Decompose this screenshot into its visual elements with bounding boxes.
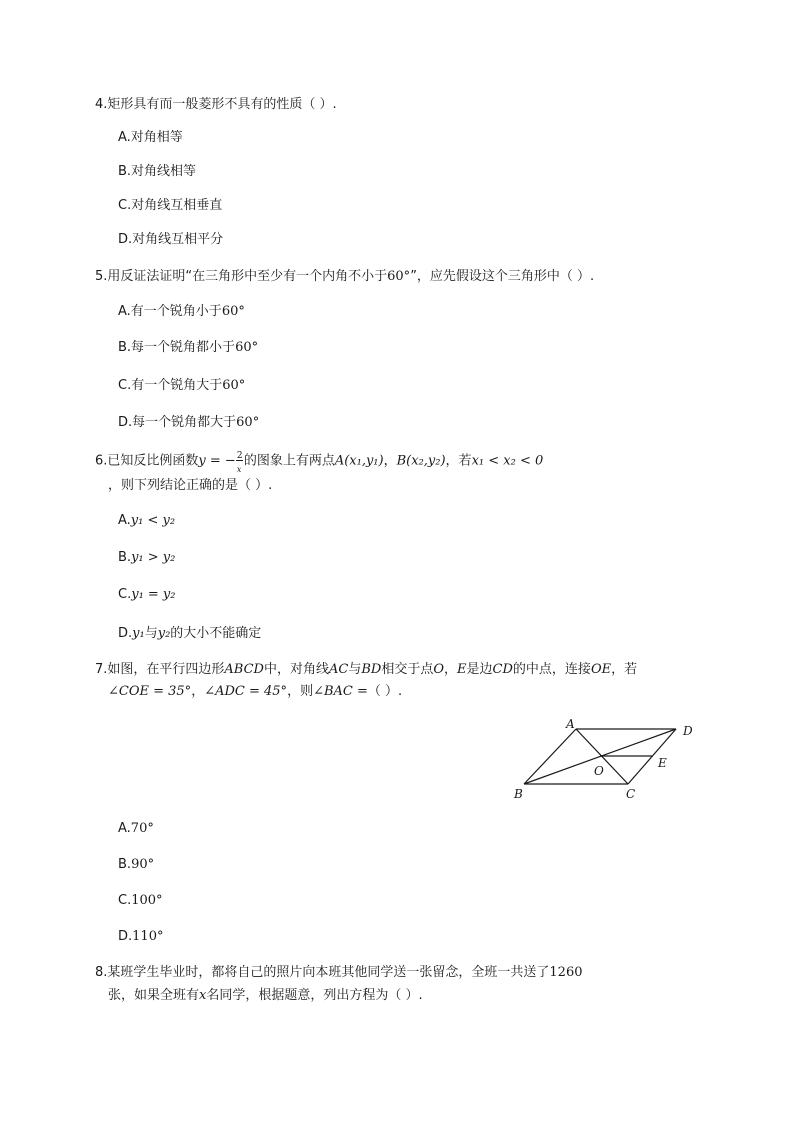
question-6-option-d [118, 625, 261, 643]
q6-condition: x₁ < x₂ < 0 [471, 453, 544, 469]
option-angle: 110° [132, 929, 164, 944]
question-7-stem-line2 [108, 683, 402, 701]
q6-function-lhs: y = − [198, 453, 236, 469]
q7-t2: 中，对角线 [263, 662, 329, 677]
q7-angle-adc: ∠ADC = 45° [204, 684, 288, 699]
option-label: B. [118, 857, 132, 872]
option-label: A. [118, 513, 131, 528]
question-8-stem-line1 [95, 964, 583, 982]
question-7-option-d [118, 928, 163, 946]
q7-angle-bac: ∠BAC = [313, 684, 368, 699]
option-expression-b: y₂ [157, 626, 171, 641]
option-angle: 60° [221, 304, 245, 319]
label-e: E [658, 756, 667, 770]
q7-t7: 的中点，连接 [512, 662, 591, 677]
q7-m4: O [433, 662, 445, 677]
option-angle: 60° [236, 415, 260, 430]
q8-text-b: 张，如果全班有 [108, 988, 200, 1003]
option-label: B. [118, 550, 132, 565]
option-text: B.每一个锐角都小于 [118, 340, 236, 355]
q7-m5: E [457, 662, 467, 677]
label-b: B [514, 787, 523, 801]
q7-t5: ， [444, 662, 458, 677]
question-6-stem-line1 [95, 451, 544, 474]
question-5-stem-angle: 60° [387, 269, 411, 284]
option-expression: y₁ > y₂ [131, 550, 176, 565]
option-angle: 60° [235, 340, 259, 355]
q6-text-a: 6.已知反比例函数 [95, 453, 199, 469]
q7-t4: 相交于点 [381, 662, 434, 677]
question-5-option-c [118, 377, 245, 395]
option-text: D.每一个锐角都大于 [118, 415, 237, 430]
option-angle: 90° [131, 857, 155, 872]
option-expression: y₁ < y₂ [130, 513, 176, 528]
question-7-stem-line1 [95, 661, 637, 679]
q6-fraction-numerator: 2 [236, 451, 243, 461]
question-6-stem-line2: ，则下列结论正确的是（ ）. [108, 478, 273, 493]
question-4-option-c: C.对角线互相垂直 [118, 198, 223, 213]
option-text: A.有一个锐角小于 [118, 304, 222, 319]
option-connector: 与 [144, 626, 158, 641]
q7-m6: CD [492, 662, 513, 677]
option-angle: 100° [131, 893, 163, 908]
question-7-option-c [118, 892, 163, 910]
q8-count: 1260 [549, 965, 583, 980]
question-4-option-a: A.对角相等 [118, 130, 183, 145]
q8-variable: x [199, 988, 207, 1003]
question-5-option-a [118, 303, 245, 321]
question-8-stem-line2 [108, 987, 423, 1005]
option-expression: y₁ = y₂ [131, 587, 176, 602]
question-7-option-b [118, 856, 154, 874]
question-6-option-c [118, 586, 176, 604]
q7-l2-t1: ， [191, 684, 205, 699]
q7-m7: OE [590, 662, 612, 677]
q7-angle-coe: ∠COE = 35° [108, 684, 192, 699]
q7-l2-t2: ，则 [287, 684, 314, 699]
question-6-option-a [118, 512, 175, 530]
option-label: A. [118, 821, 131, 836]
q7-t3: 与 [348, 662, 362, 677]
option-expression-a: y₁ [132, 626, 145, 641]
segment-ab [524, 729, 576, 784]
option-label: C. [118, 587, 132, 602]
q6-point-b: B(x₂,y₂) [396, 453, 446, 469]
option-angle: 60° [222, 378, 246, 393]
option-angle: 70° [130, 821, 154, 836]
question-7-option-a [118, 820, 154, 838]
label-o: O [594, 764, 604, 778]
question-5-option-d [118, 414, 259, 432]
question-4-stem: 4.矩形具有而一般菱形不具有的性质（ ）. [95, 97, 337, 112]
parallelogram-figure [508, 712, 708, 804]
q6-text-c: ，若 [445, 453, 472, 469]
q7-m3: BD [361, 662, 382, 677]
question-4-option-b: B.对角线相等 [118, 164, 197, 179]
q7-t8: ，若 [611, 662, 638, 677]
q8-text-a: 8.某班学生毕业时，都将自己的照片向本班其他同学送一张留念，全班一共送了 [95, 965, 550, 980]
question-5-option-b [118, 339, 258, 357]
q8-text-c: 名同学，根据题意，列出方程为（ ）. [206, 988, 423, 1003]
q6-fraction [236, 451, 244, 474]
q6-sep: ， [383, 453, 397, 469]
question-6-option-b [118, 549, 175, 567]
q7-l2-t3: （ ）. [367, 684, 403, 699]
label-d: D [683, 724, 693, 738]
q7-m2: AC [328, 662, 349, 677]
option-label: C. [118, 893, 132, 908]
label-c: C [626, 787, 636, 801]
question-5-stem [95, 268, 594, 286]
q6-text-b: 的图象上有两点 [243, 453, 335, 469]
q7-m1: ABCD [224, 662, 264, 677]
option-tail: 的大小不能确定 [170, 626, 262, 641]
q7-t1: 7.如图，在平行四边形 [95, 662, 225, 677]
question-5-stem-text-b: ”，应先假设这个三角形中（ ）. [410, 269, 595, 284]
question-4-option-d: D.对角线互相平分 [118, 232, 224, 247]
option-label: D. [118, 929, 133, 944]
q6-fraction-denominator: x [236, 465, 242, 474]
q7-t6: 是边 [466, 662, 493, 677]
label-a: A [566, 717, 575, 731]
option-label: D. [118, 626, 133, 641]
q6-point-a: A(x₁,y₁) [334, 453, 384, 469]
option-text: C.有一个锐角大于 [118, 378, 223, 393]
question-5-stem-text-a: 5.用反证法证明“在三角形中至少有一个内角不小于 [95, 269, 388, 284]
